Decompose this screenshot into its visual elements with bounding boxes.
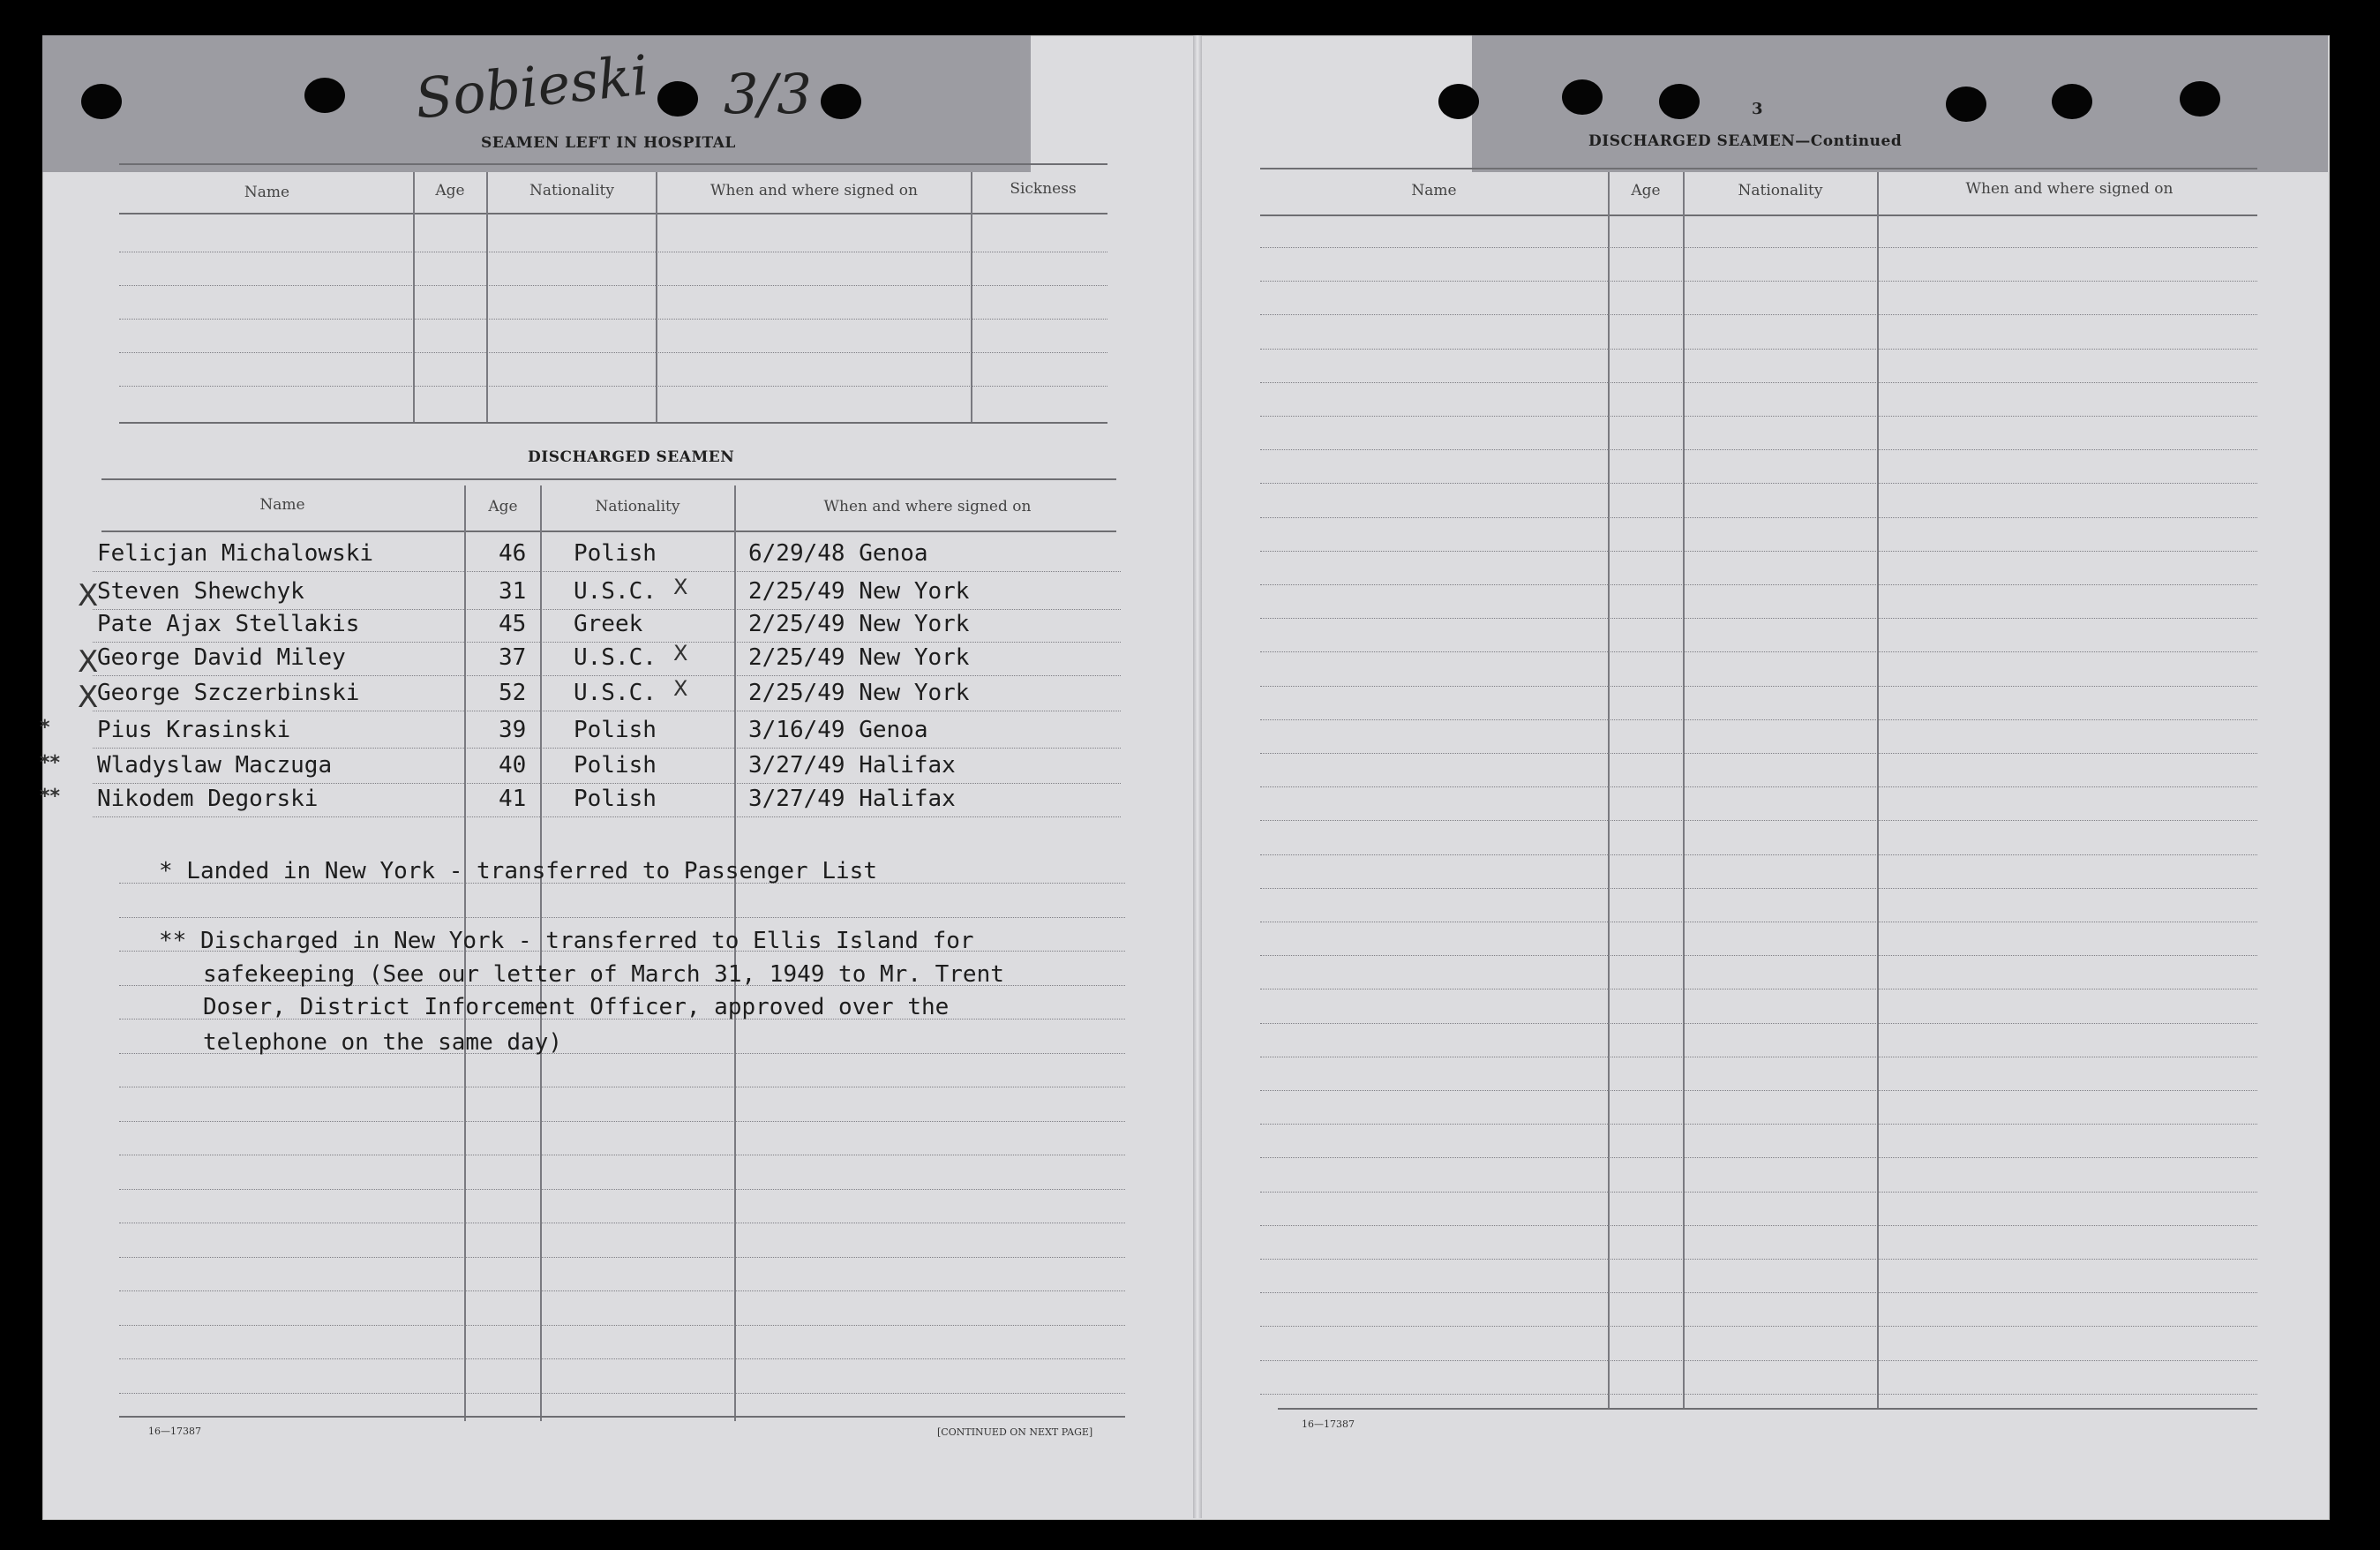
- discharged-col-name: Name: [259, 496, 305, 514]
- ruled-line: [1260, 449, 2257, 450]
- seaman-nationality: Polish: [574, 540, 657, 567]
- ruled-line: [1260, 955, 2257, 956]
- hospital-col-age: Age: [435, 182, 465, 199]
- note-discharged-line-3: Doser, District Inforcement Officer, approved over the: [203, 994, 950, 1020]
- ruled-line: [1260, 618, 2257, 619]
- seaman-name: Pius Krasinski: [97, 717, 291, 743]
- handwritten-ship-name: Sobieski: [411, 42, 652, 132]
- note-discharged-line-1: ** Discharged in New York - transferred to Ellis Island for: [159, 928, 974, 954]
- ruled-line: [1260, 719, 2257, 720]
- seaman-name: Felicjan Michalowski: [97, 540, 374, 567]
- ruled-line: [1260, 854, 2257, 855]
- ruled-line: [1260, 1090, 2257, 1091]
- seaman-nationality: Polish: [574, 786, 657, 812]
- ruled-line: [119, 319, 1107, 320]
- discharged-continued-caption: DISCHARGED SEAMEN—Continued: [1588, 132, 1903, 150]
- ruled-line: [119, 1325, 1125, 1326]
- ruled-line: [1260, 1192, 2257, 1193]
- ruled-line: [119, 1290, 1125, 1291]
- seaman-name: George David Miley: [97, 644, 346, 671]
- ruled-line: [93, 571, 1121, 572]
- seaman-age: 31: [499, 578, 527, 605]
- ruled-line: [1260, 1023, 2257, 1024]
- punch-hole: [821, 84, 861, 119]
- ruled-line: [1260, 1326, 2257, 1327]
- check-mark: X: [673, 676, 688, 701]
- ruled-line: [119, 1257, 1125, 1258]
- discharged-col-signed-on: When and where signed on: [823, 498, 1032, 515]
- ruled-line: [1260, 753, 2257, 754]
- discharged-table-header-rule: [101, 530, 1116, 532]
- ruled-line: [1260, 1157, 2257, 1158]
- seaman-name: Pate Ajax Stellakis: [97, 611, 360, 637]
- ruled-line: [1260, 281, 2257, 282]
- punch-hole: [2180, 81, 2220, 117]
- ruled-line: [1260, 551, 2257, 552]
- ruled-line: [1260, 786, 2257, 787]
- discharged-col-nationality: Nationality: [595, 498, 680, 515]
- seaman-nationality: Greek: [574, 611, 643, 637]
- punch-hole: [1659, 84, 1700, 119]
- ruled-line: [93, 675, 1121, 676]
- right-table-top-rule: [1260, 168, 2257, 169]
- ruled-line: [93, 748, 1121, 749]
- seaman-signed-on: 3/27/49 Halifax: [748, 752, 956, 779]
- right-col-nationality: Nationality: [1738, 182, 1823, 199]
- seaman-age: 41: [499, 786, 527, 812]
- note-landed: * Landed in New York - transferred to Passenger List: [159, 858, 877, 884]
- seaman-signed-on: 6/29/48 Genoa: [748, 540, 928, 567]
- form-number-right: 16—17387: [1302, 1418, 1355, 1430]
- seaman-signed-on: 2/25/49 New York: [748, 644, 970, 671]
- seaman-name: Nikodem Degorski: [97, 786, 319, 812]
- punch-hole: [2052, 84, 2092, 119]
- hospital-table-top-rule: [119, 163, 1107, 165]
- ruled-line: [93, 816, 1121, 817]
- punch-hole: [1562, 79, 1603, 115]
- hospital-table-header-rule: [119, 213, 1107, 214]
- seaman-name: Steven Shewchyk: [97, 578, 304, 605]
- ruled-line: [119, 1121, 1125, 1122]
- ruled-line: [1260, 651, 2257, 652]
- right-col-age: Age: [1631, 182, 1661, 199]
- discharged-table-top-rule: [101, 478, 1116, 480]
- row-marker: X: [78, 644, 99, 680]
- ruled-line: [1260, 584, 2257, 585]
- seaman-nationality: U.S.C.: [574, 644, 657, 671]
- ruled-line: [1260, 349, 2257, 350]
- ruled-line: [1260, 888, 2257, 889]
- page-fold: [1193, 35, 1202, 1518]
- discharged-table-bottom-rule: [119, 1416, 1125, 1418]
- ruled-line: [119, 352, 1107, 353]
- ruled-line: [119, 917, 1125, 918]
- seaman-nationality: U.S.C.: [574, 680, 657, 706]
- seaman-age: 39: [499, 717, 527, 743]
- ruled-line: [93, 609, 1121, 610]
- ruled-line: [1260, 686, 2257, 687]
- ruled-line: [1260, 247, 2257, 248]
- ruled-line: [93, 783, 1121, 784]
- row-marker: X: [78, 680, 99, 715]
- hospital-col-signed-on: When and where signed on: [710, 182, 918, 199]
- hospital-col-sickness: Sickness: [1010, 180, 1077, 198]
- ruled-line: [1260, 416, 2257, 417]
- punch-hole: [1438, 84, 1479, 119]
- ruled-line: [119, 386, 1107, 387]
- ruled-line: [1260, 820, 2257, 821]
- seaman-age: 52: [499, 680, 527, 706]
- seaman-age: 40: [499, 752, 527, 779]
- ruled-line: [1260, 1259, 2257, 1260]
- ruled-line: [119, 1393, 1125, 1394]
- punch-hole: [81, 84, 122, 119]
- row-marker: *: [40, 717, 50, 739]
- seaman-age: 46: [499, 540, 527, 567]
- manifest-sheet: [42, 35, 2330, 1520]
- ruled-line: [1260, 314, 2257, 315]
- note-discharged-line-4: telephone on the same day): [203, 1029, 562, 1056]
- seaman-signed-on: 3/16/49 Genoa: [748, 717, 928, 743]
- note-discharged-line-2: safekeeping (See our letter of March 31, 1949 to Mr. Trent: [203, 961, 1004, 988]
- ruled-line: [1260, 1394, 2257, 1395]
- hospital-col-nationality: Nationality: [529, 182, 614, 199]
- row-marker: **: [40, 786, 61, 808]
- seaman-signed-on: 2/25/49 New York: [748, 611, 970, 637]
- punch-hole: [1946, 87, 1986, 122]
- handwritten-sheet-number: 3/3: [724, 62, 812, 126]
- seaman-name: Wladyslaw Maczuga: [97, 752, 333, 779]
- col-divider: [1608, 172, 1610, 1408]
- ruled-line: [1260, 1360, 2257, 1361]
- seaman-age: 37: [499, 644, 527, 671]
- right-col-signed-on: When and where signed on: [1965, 180, 2174, 198]
- seaman-name: George Szczerbinski: [97, 680, 360, 706]
- punch-hole: [657, 81, 698, 117]
- ruled-line: [119, 1358, 1125, 1359]
- check-mark: X: [673, 575, 688, 599]
- ruled-line: [119, 1189, 1125, 1190]
- ruled-line: [1260, 483, 2257, 484]
- right-table-bottom-rule: [1278, 1408, 2257, 1410]
- row-marker: **: [40, 752, 61, 774]
- right-col-name: Name: [1411, 182, 1457, 199]
- seaman-signed-on: 2/25/49 New York: [748, 578, 970, 605]
- col-divider: [1683, 172, 1685, 1408]
- continued-note: [CONTINUED ON NEXT PAGE]: [937, 1426, 1093, 1438]
- seaman-nationality: Polish: [574, 752, 657, 779]
- hospital-table-bottom-rule: [119, 422, 1107, 424]
- seaman-signed-on: 3/27/49 Halifax: [748, 786, 956, 812]
- page-number: 3: [1752, 100, 1763, 118]
- seaman-age: 45: [499, 611, 527, 637]
- ruled-line: [1260, 1292, 2257, 1293]
- hospital-caption: SEAMEN LEFT IN HOSPITAL: [481, 134, 736, 152]
- ruled-line: [119, 285, 1107, 286]
- right-table-header-rule: [1260, 214, 2257, 216]
- ruled-line: [93, 642, 1121, 643]
- punch-hole: [304, 78, 345, 113]
- check-mark: X: [673, 641, 688, 666]
- ruled-line: [1260, 1124, 2257, 1125]
- discharged-col-age: Age: [488, 498, 518, 515]
- seaman-nationality: Polish: [574, 717, 657, 743]
- hospital-col-name: Name: [244, 184, 290, 201]
- ruled-line: [1260, 382, 2257, 383]
- row-marker: X: [78, 578, 99, 613]
- col-divider: [1877, 172, 1879, 1408]
- discharged-title: DISCHARGED SEAMEN: [528, 448, 735, 466]
- seaman-signed-on: 2/25/49 New York: [748, 680, 970, 706]
- ruled-line: [1260, 1225, 2257, 1226]
- ruled-line: [1260, 517, 2257, 518]
- seaman-nationality: U.S.C.: [574, 578, 657, 605]
- form-number-left: 16—17387: [148, 1426, 201, 1437]
